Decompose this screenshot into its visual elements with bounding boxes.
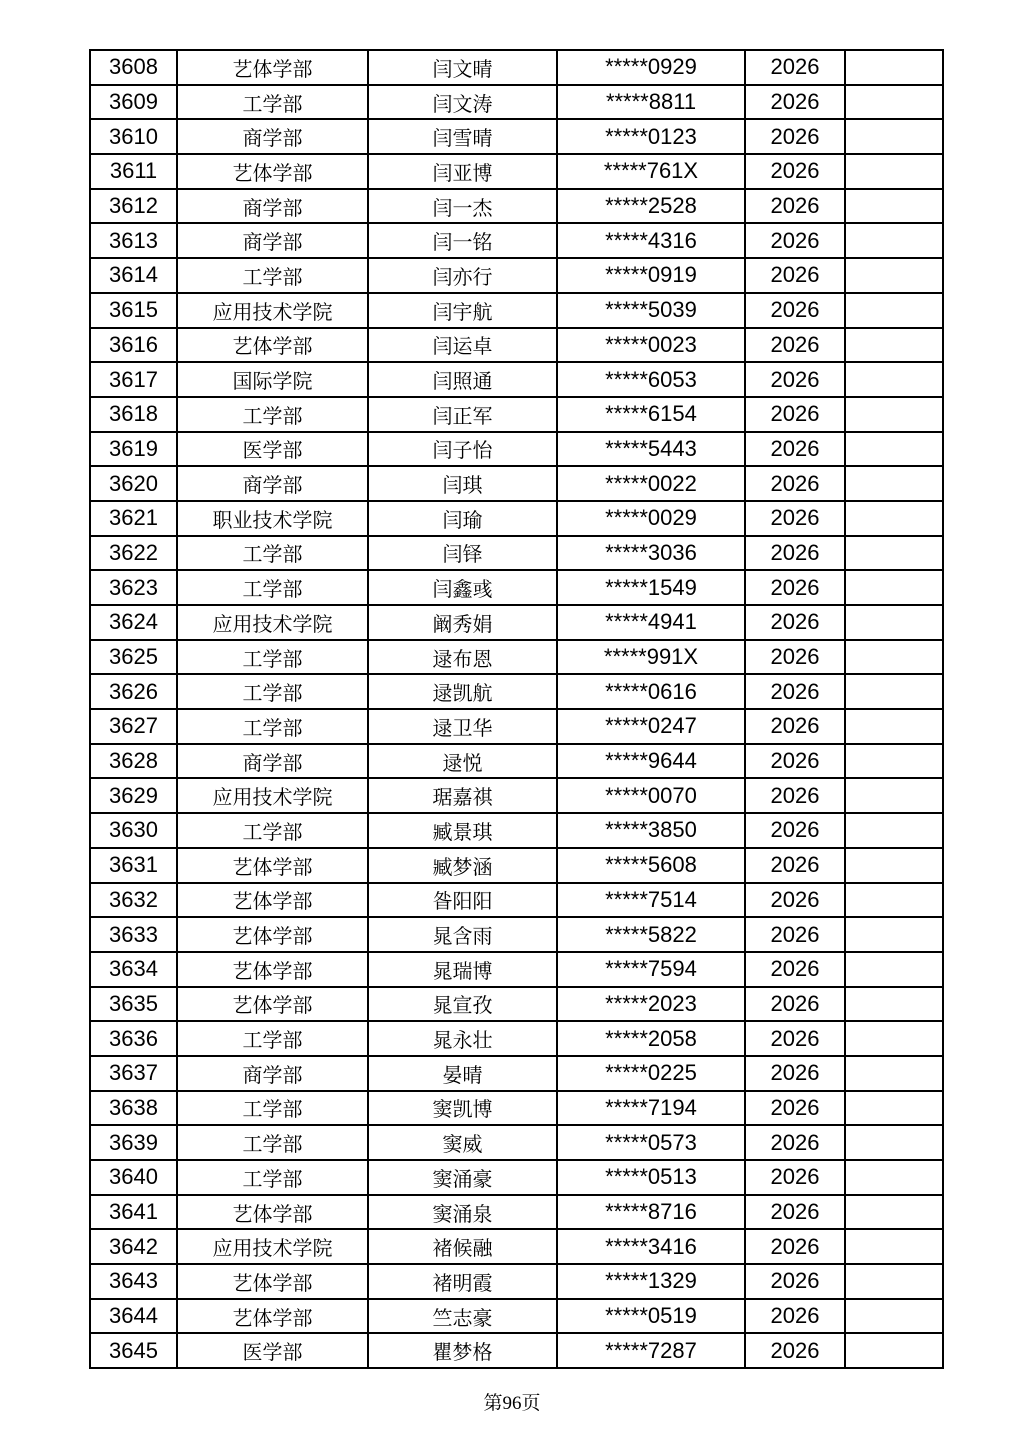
table-row — [90, 536, 943, 571]
department-cell: 艺体学部 — [177, 987, 368, 1022]
note-cell — [845, 744, 943, 779]
id-cell: *****0225 — [557, 1056, 745, 1091]
id-cell: *****5608 — [557, 848, 745, 883]
name-cell: 闫宇航 — [368, 293, 557, 328]
row-number-cell: 3633 — [90, 917, 177, 952]
note-cell — [845, 1160, 943, 1195]
id-cell: *****5443 — [557, 432, 745, 467]
department-cell: 艺体学部 — [177, 1299, 368, 1334]
name-cell: 竺志豪 — [368, 1299, 557, 1334]
table-row — [90, 362, 943, 397]
id-cell: *****761X — [557, 154, 745, 189]
name-cell: 窦威 — [368, 1125, 557, 1160]
name-cell: 褚候融 — [368, 1229, 557, 1264]
id-cell: *****991X — [557, 640, 745, 675]
note-cell — [845, 1333, 943, 1368]
table-row — [90, 813, 943, 848]
name-cell: 闫文涛 — [368, 85, 557, 120]
name-cell: 窦涌泉 — [368, 1195, 557, 1230]
id-cell: *****3036 — [557, 536, 745, 571]
row-number-cell: 3637 — [90, 1056, 177, 1091]
table-row — [90, 778, 943, 813]
table-row — [90, 744, 943, 779]
note-cell — [845, 917, 943, 952]
department-cell: 应用技术学院 — [177, 778, 368, 813]
department-cell: 艺体学部 — [177, 50, 368, 85]
row-number-cell: 3643 — [90, 1264, 177, 1299]
id-cell: *****7514 — [557, 883, 745, 918]
table-row — [90, 1195, 943, 1230]
id-cell: *****9644 — [557, 744, 745, 779]
row-number-cell: 3623 — [90, 570, 177, 605]
row-number-cell: 3616 — [90, 328, 177, 363]
row-number-cell: 3626 — [90, 674, 177, 709]
department-cell: 应用技术学院 — [177, 605, 368, 640]
department-cell: 艺体学部 — [177, 1195, 368, 1230]
name-cell: 窦涌豪 — [368, 1160, 557, 1195]
note-cell — [845, 883, 943, 918]
table-row — [90, 674, 943, 709]
table-row — [90, 1333, 943, 1368]
note-cell — [845, 952, 943, 987]
year-cell: 2026 — [745, 1299, 845, 1334]
row-number-cell: 3645 — [90, 1333, 177, 1368]
note-cell — [845, 1091, 943, 1126]
row-number-cell: 3640 — [90, 1160, 177, 1195]
department-cell: 艺体学部 — [177, 952, 368, 987]
row-number-cell: 3625 — [90, 640, 177, 675]
id-cell: *****0919 — [557, 258, 745, 293]
name-cell: 逯卫华 — [368, 709, 557, 744]
year-cell: 2026 — [745, 987, 845, 1022]
name-cell: 晏晴 — [368, 1056, 557, 1091]
name-cell: 臧梦涵 — [368, 848, 557, 883]
id-cell: *****0616 — [557, 674, 745, 709]
table-row — [90, 1229, 943, 1264]
department-cell: 工学部 — [177, 813, 368, 848]
table-row — [90, 189, 943, 224]
table-row — [90, 1264, 943, 1299]
name-cell: 晁瑞博 — [368, 952, 557, 987]
year-cell: 2026 — [745, 744, 845, 779]
row-number-cell: 3617 — [90, 362, 177, 397]
id-cell: *****3850 — [557, 813, 745, 848]
note-cell — [845, 1125, 943, 1160]
row-number-cell: 3644 — [90, 1299, 177, 1334]
year-cell: 2026 — [745, 1021, 845, 1056]
year-cell: 2026 — [745, 674, 845, 709]
table-row — [90, 85, 943, 120]
table-row — [90, 1160, 943, 1195]
year-cell: 2026 — [745, 813, 845, 848]
name-cell: 窦凯博 — [368, 1091, 557, 1126]
year-cell: 2026 — [745, 1160, 845, 1195]
name-cell: 褚明霞 — [368, 1264, 557, 1299]
table-row — [90, 432, 943, 467]
row-number-cell: 3611 — [90, 154, 177, 189]
row-number-cell: 3620 — [90, 466, 177, 501]
year-cell: 2026 — [745, 536, 845, 571]
id-cell: *****3416 — [557, 1229, 745, 1264]
department-cell: 艺体学部 — [177, 848, 368, 883]
table-row — [90, 154, 943, 189]
year-cell: 2026 — [745, 189, 845, 224]
table-row — [90, 640, 943, 675]
table-row — [90, 952, 943, 987]
row-number-cell: 3639 — [90, 1125, 177, 1160]
department-cell: 工学部 — [177, 570, 368, 605]
row-number-cell: 3641 — [90, 1195, 177, 1230]
note-cell — [845, 466, 943, 501]
year-cell: 2026 — [745, 1264, 845, 1299]
id-cell: *****5039 — [557, 293, 745, 328]
department-cell: 工学部 — [177, 1160, 368, 1195]
year-cell: 2026 — [745, 1125, 845, 1160]
department-cell: 工学部 — [177, 85, 368, 120]
id-cell: *****5822 — [557, 917, 745, 952]
id-cell: *****4316 — [557, 223, 745, 258]
table-row — [90, 223, 943, 258]
note-cell — [845, 189, 943, 224]
year-cell: 2026 — [745, 570, 845, 605]
year-cell: 2026 — [745, 848, 845, 883]
department-cell: 工学部 — [177, 397, 368, 432]
department-cell: 工学部 — [177, 674, 368, 709]
id-cell: *****0247 — [557, 709, 745, 744]
row-number-cell: 3642 — [90, 1229, 177, 1264]
name-cell: 逯布恩 — [368, 640, 557, 675]
name-cell: 闫瑜 — [368, 501, 557, 536]
id-cell: *****0123 — [557, 119, 745, 154]
row-number-cell: 3609 — [90, 85, 177, 120]
row-number-cell: 3618 — [90, 397, 177, 432]
name-cell: 闫正军 — [368, 397, 557, 432]
department-cell: 商学部 — [177, 1056, 368, 1091]
row-number-cell: 3608 — [90, 50, 177, 85]
id-cell: *****0023 — [557, 328, 745, 363]
department-cell: 艺体学部 — [177, 883, 368, 918]
year-cell: 2026 — [745, 223, 845, 258]
id-cell: *****7594 — [557, 952, 745, 987]
name-cell: 昝阳阳 — [368, 883, 557, 918]
id-cell: *****6053 — [557, 362, 745, 397]
note-cell — [845, 154, 943, 189]
name-cell: 逯悦 — [368, 744, 557, 779]
table-row — [90, 570, 943, 605]
year-cell: 2026 — [745, 952, 845, 987]
department-cell: 职业技术学院 — [177, 501, 368, 536]
id-cell: *****0929 — [557, 50, 745, 85]
name-cell: 闫文晴 — [368, 50, 557, 85]
note-cell — [845, 119, 943, 154]
row-number-cell: 3635 — [90, 987, 177, 1022]
id-cell: *****6154 — [557, 397, 745, 432]
id-cell: *****4941 — [557, 605, 745, 640]
year-cell: 2026 — [745, 258, 845, 293]
name-cell: 臧景琪 — [368, 813, 557, 848]
department-cell: 医学部 — [177, 432, 368, 467]
note-cell — [845, 987, 943, 1022]
row-number-cell: 3630 — [90, 813, 177, 848]
note-cell — [845, 223, 943, 258]
name-cell: 晁含雨 — [368, 917, 557, 952]
note-cell — [845, 640, 943, 675]
note-cell — [845, 1195, 943, 1230]
row-number-cell: 3614 — [90, 258, 177, 293]
name-cell: 闫照通 — [368, 362, 557, 397]
table-row — [90, 987, 943, 1022]
row-number-cell: 3627 — [90, 709, 177, 744]
department-cell: 工学部 — [177, 1125, 368, 1160]
year-cell: 2026 — [745, 466, 845, 501]
note-cell — [845, 432, 943, 467]
row-number-cell: 3619 — [90, 432, 177, 467]
name-cell: 闫一铭 — [368, 223, 557, 258]
table-row — [90, 605, 943, 640]
row-number-cell: 3636 — [90, 1021, 177, 1056]
department-cell: 艺体学部 — [177, 1264, 368, 1299]
note-cell — [845, 1056, 943, 1091]
note-cell — [845, 536, 943, 571]
row-number-cell: 3610 — [90, 119, 177, 154]
row-number-cell: 3634 — [90, 952, 177, 987]
department-cell: 工学部 — [177, 640, 368, 675]
name-cell: 阚秀娟 — [368, 605, 557, 640]
note-cell — [845, 85, 943, 120]
year-cell: 2026 — [745, 85, 845, 120]
table-row — [90, 1299, 943, 1334]
note-cell — [845, 674, 943, 709]
table-row — [90, 501, 943, 536]
name-cell: 闫运卓 — [368, 328, 557, 363]
name-cell: 晁永壮 — [368, 1021, 557, 1056]
id-cell: *****8811 — [557, 85, 745, 120]
table-row — [90, 917, 943, 952]
id-cell: *****8716 — [557, 1195, 745, 1230]
year-cell: 2026 — [745, 883, 845, 918]
note-cell — [845, 813, 943, 848]
department-cell: 艺体学部 — [177, 917, 368, 952]
name-cell: 闫一杰 — [368, 189, 557, 224]
note-cell — [845, 328, 943, 363]
table-row — [90, 466, 943, 501]
table-row — [90, 50, 943, 85]
name-cell: 逯凯航 — [368, 674, 557, 709]
department-cell: 工学部 — [177, 536, 368, 571]
note-cell — [845, 397, 943, 432]
name-cell: 闫鑫彧 — [368, 570, 557, 605]
row-number-cell: 3612 — [90, 189, 177, 224]
year-cell: 2026 — [745, 640, 845, 675]
id-cell: *****1549 — [557, 570, 745, 605]
department-cell: 商学部 — [177, 466, 368, 501]
id-cell: *****7194 — [557, 1091, 745, 1126]
note-cell — [845, 570, 943, 605]
roster-table — [89, 49, 944, 1369]
department-cell: 商学部 — [177, 744, 368, 779]
department-cell: 艺体学部 — [177, 154, 368, 189]
table-row — [90, 293, 943, 328]
department-cell: 工学部 — [177, 709, 368, 744]
year-cell: 2026 — [745, 778, 845, 813]
id-cell: *****0573 — [557, 1125, 745, 1160]
year-cell: 2026 — [745, 605, 845, 640]
row-number-cell: 3621 — [90, 501, 177, 536]
note-cell — [845, 1021, 943, 1056]
row-number-cell: 3631 — [90, 848, 177, 883]
year-cell: 2026 — [745, 1195, 845, 1230]
roster-body — [90, 50, 943, 1368]
note-cell — [845, 848, 943, 883]
note-cell — [845, 1264, 943, 1299]
year-cell: 2026 — [745, 362, 845, 397]
table-row — [90, 1125, 943, 1160]
id-cell: *****2528 — [557, 189, 745, 224]
department-cell: 医学部 — [177, 1333, 368, 1368]
table-row — [90, 883, 943, 918]
name-cell: 闫雪晴 — [368, 119, 557, 154]
table-row — [90, 119, 943, 154]
table-row — [90, 1021, 943, 1056]
id-cell: *****2058 — [557, 1021, 745, 1056]
note-cell — [845, 778, 943, 813]
department-cell: 国际学院 — [177, 362, 368, 397]
name-cell: 闫亚博 — [368, 154, 557, 189]
row-number-cell: 3624 — [90, 605, 177, 640]
year-cell: 2026 — [745, 119, 845, 154]
row-number-cell: 3615 — [90, 293, 177, 328]
name-cell: 闫子怡 — [368, 432, 557, 467]
year-cell: 2026 — [745, 397, 845, 432]
row-number-cell: 3638 — [90, 1091, 177, 1126]
note-cell — [845, 362, 943, 397]
year-cell: 2026 — [745, 432, 845, 467]
table-row — [90, 1091, 943, 1126]
page-number: 第96页 — [483, 1393, 541, 1414]
note-cell — [845, 50, 943, 85]
year-cell: 2026 — [745, 154, 845, 189]
row-number-cell: 3632 — [90, 883, 177, 918]
department-cell: 工学部 — [177, 1091, 368, 1126]
name-cell: 晁宣孜 — [368, 987, 557, 1022]
name-cell: 琚嘉祺 — [368, 778, 557, 813]
year-cell: 2026 — [745, 293, 845, 328]
note-cell — [845, 293, 943, 328]
year-cell: 2026 — [745, 1091, 845, 1126]
year-cell: 2026 — [745, 328, 845, 363]
department-cell: 应用技术学院 — [177, 1229, 368, 1264]
table-row — [90, 258, 943, 293]
table-row — [90, 328, 943, 363]
year-cell: 2026 — [745, 917, 845, 952]
id-cell: *****0022 — [557, 466, 745, 501]
department-cell: 工学部 — [177, 258, 368, 293]
note-cell — [845, 709, 943, 744]
department-cell: 艺体学部 — [177, 328, 368, 363]
name-cell: 闫亦行 — [368, 258, 557, 293]
id-cell: *****0513 — [557, 1160, 745, 1195]
year-cell: 2026 — [745, 50, 845, 85]
id-cell: *****2023 — [557, 987, 745, 1022]
year-cell: 2026 — [745, 1333, 845, 1368]
row-number-cell: 3622 — [90, 536, 177, 571]
department-cell: 应用技术学院 — [177, 293, 368, 328]
row-number-cell: 3628 — [90, 744, 177, 779]
note-cell — [845, 1229, 943, 1264]
table-row — [90, 397, 943, 432]
year-cell: 2026 — [745, 1056, 845, 1091]
year-cell: 2026 — [745, 1229, 845, 1264]
note-cell — [845, 258, 943, 293]
department-cell: 工学部 — [177, 1021, 368, 1056]
id-cell: *****7287 — [557, 1333, 745, 1368]
year-cell: 2026 — [745, 709, 845, 744]
table-row — [90, 709, 943, 744]
note-cell — [845, 501, 943, 536]
id-cell: *****0029 — [557, 501, 745, 536]
name-cell: 闫铎 — [368, 536, 557, 571]
table-row — [90, 1056, 943, 1091]
table-row — [90, 848, 943, 883]
id-cell: *****0519 — [557, 1299, 745, 1334]
id-cell: *****1329 — [557, 1264, 745, 1299]
department-cell: 商学部 — [177, 119, 368, 154]
name-cell: 瞿梦格 — [368, 1333, 557, 1368]
year-cell: 2026 — [745, 501, 845, 536]
department-cell: 商学部 — [177, 223, 368, 258]
row-number-cell: 3613 — [90, 223, 177, 258]
note-cell — [845, 605, 943, 640]
id-cell: *****0070 — [557, 778, 745, 813]
department-cell: 商学部 — [177, 189, 368, 224]
name-cell: 闫琪 — [368, 466, 557, 501]
row-number-cell: 3629 — [90, 778, 177, 813]
note-cell — [845, 1299, 943, 1334]
